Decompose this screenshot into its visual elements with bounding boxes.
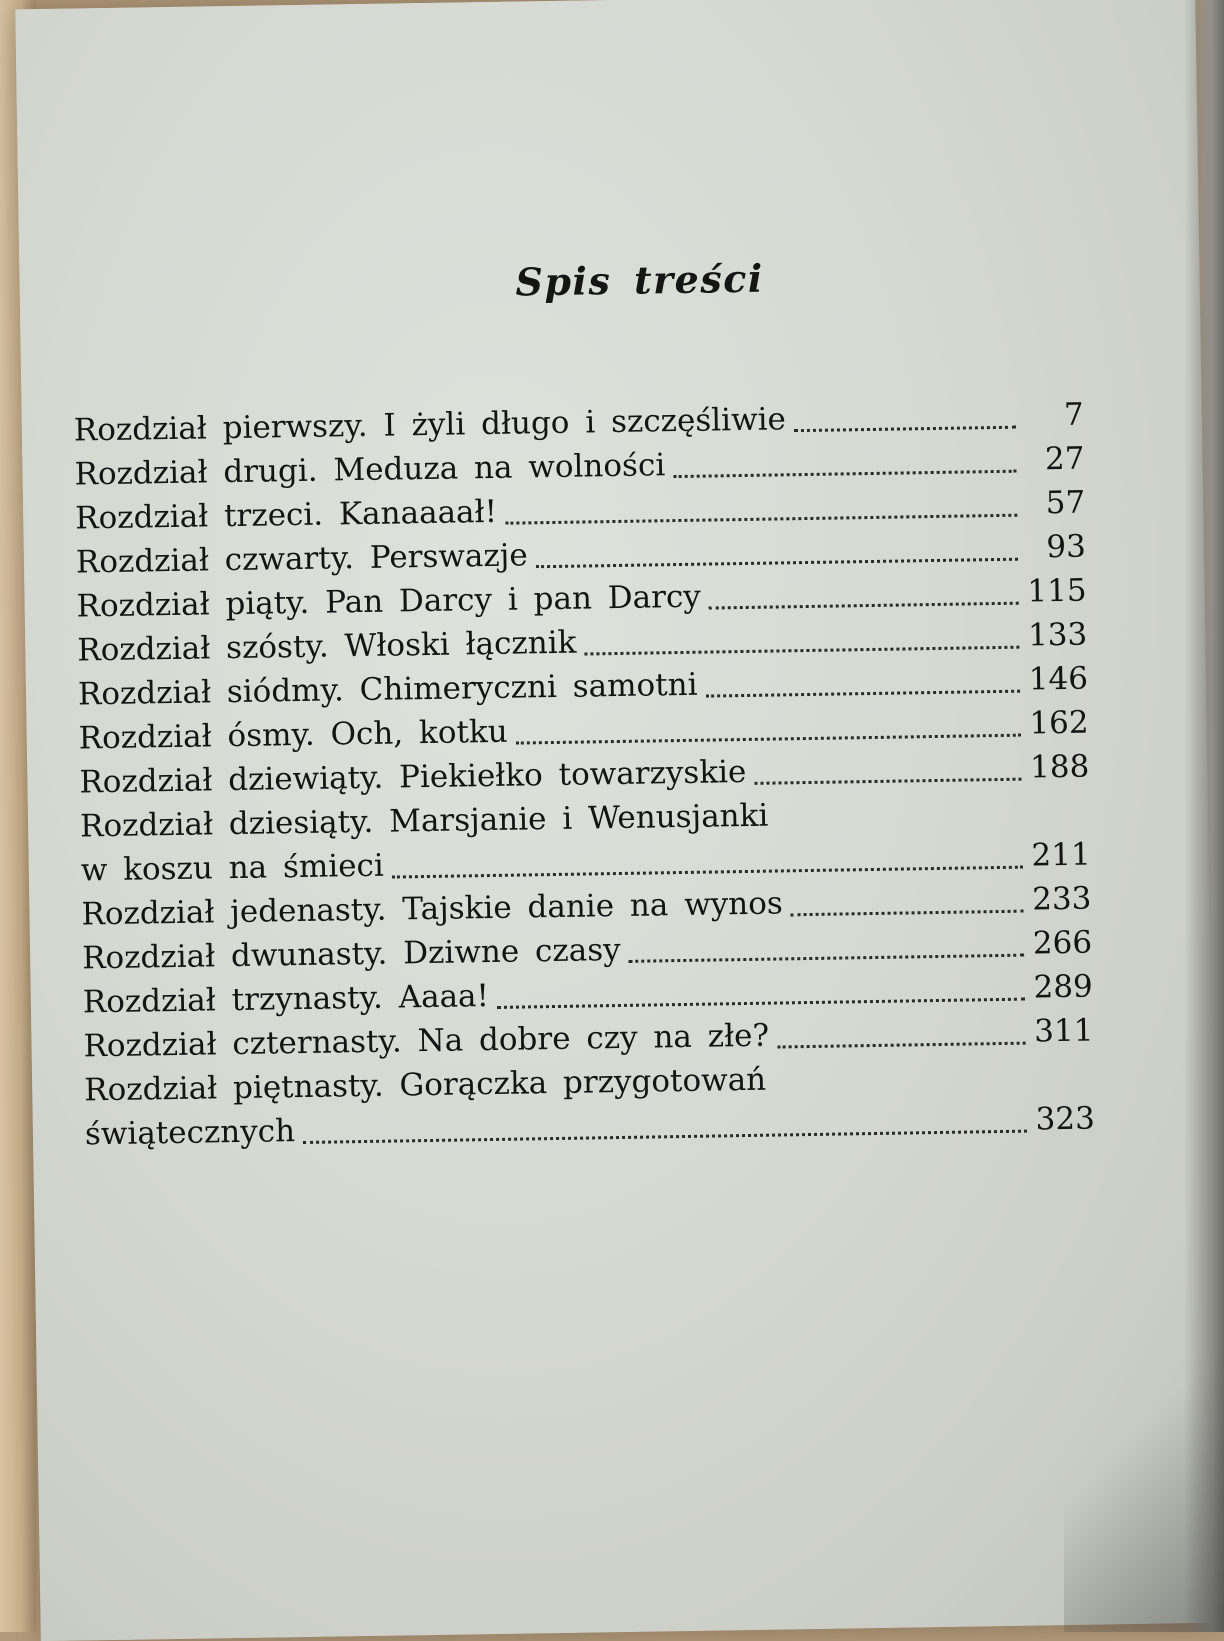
dot-leader xyxy=(497,998,1025,1009)
toc-entry-page: 188 xyxy=(1029,748,1090,786)
toc-entry-title-continued: w koszu na śmieci xyxy=(80,847,385,889)
dot-leader xyxy=(709,602,1019,610)
toc-entry xyxy=(84,1053,1095,1157)
toc-entry-page: 233 xyxy=(1031,880,1092,918)
toc-entry-title: Rozdział trzeci. Kanaaaał! xyxy=(74,493,498,537)
dot-leader xyxy=(794,426,1016,432)
dot-leader xyxy=(629,954,1025,963)
toc-entry-title: Rozdział jedenasty. Tajskie danie na wynos xyxy=(81,885,784,933)
toc-entry-page: 93 xyxy=(1046,528,1087,566)
page-title: Spis treści xyxy=(515,255,765,305)
toc-entry-page: 146 xyxy=(1028,660,1089,698)
dot-leader xyxy=(755,778,1022,785)
dot-leader xyxy=(303,1130,1027,1144)
dot-leader xyxy=(706,690,1020,698)
dot-leader xyxy=(392,866,1023,879)
toc-entry-title: Rozdział dwunasty. Dziwne czasy xyxy=(81,931,621,977)
toc-entry-page: 211 xyxy=(1031,836,1091,874)
toc-entry-title: Rozdział piętnasty. Gorączka przygotowań xyxy=(83,1061,767,1109)
corner-shadow xyxy=(1064,1212,1224,1632)
toc-entry-title: Rozdział ósmy. Och, kotku xyxy=(78,713,508,757)
dot-leader xyxy=(777,1042,1025,1049)
toc-entry-title: Rozdział szósty. Włoski łącznik xyxy=(77,624,577,669)
toc-entry-title: Rozdział pierwszy. I żyli długo i szczęśliwie xyxy=(73,401,787,449)
dot-leader xyxy=(673,470,1016,478)
toc-entry-page: 323 xyxy=(1035,1100,1096,1138)
toc-entry-title-continued: świątecznych xyxy=(84,1113,296,1153)
toc-entry-title: Rozdział trzynasty. Aaaa! xyxy=(82,978,490,1021)
toc-entry-title: Rozdział dziewiąty. Piekiełko towarzyskie xyxy=(79,753,747,801)
toc-entry-title: Rozdział czwarty. Perswazje xyxy=(75,537,528,581)
table-of-contents xyxy=(74,393,1096,1157)
dot-leader xyxy=(505,514,1017,525)
toc-entry-page: 133 xyxy=(1027,616,1088,654)
toc-entry-page: 266 xyxy=(1032,924,1093,962)
toc-entry-title: Rozdział dziesiąty. Marsjanie i Wenusjanki xyxy=(79,797,769,845)
toc-entry xyxy=(80,789,1091,893)
toc-entry-title: Rozdział czternasty. Na dobre czy na złe? xyxy=(83,1017,770,1065)
toc-entry-page: 162 xyxy=(1029,704,1089,742)
toc-entry-page: 27 xyxy=(1044,440,1085,478)
toc-entry-page: 115 xyxy=(1027,572,1087,610)
dot-leader xyxy=(585,646,1020,656)
toc-entry-title: Rozdział drugi. Meduza na wolności xyxy=(74,447,666,493)
toc-entry-page: 289 xyxy=(1033,968,1094,1006)
toc-entry-title: Rozdział siódmy. Chimeryczni samotni xyxy=(77,666,698,713)
toc-entry-title: Rozdział piąty. Pan Darcy i pan Darcy xyxy=(76,578,702,625)
toc-entry-page: 7 xyxy=(1063,396,1085,433)
dot-leader xyxy=(791,910,1024,917)
book-page xyxy=(15,0,1220,1641)
toc-entry-page: 57 xyxy=(1045,484,1086,522)
toc-entry-page: 311 xyxy=(1033,1012,1094,1050)
dot-leader xyxy=(536,558,1018,569)
dot-leader xyxy=(516,734,1021,745)
